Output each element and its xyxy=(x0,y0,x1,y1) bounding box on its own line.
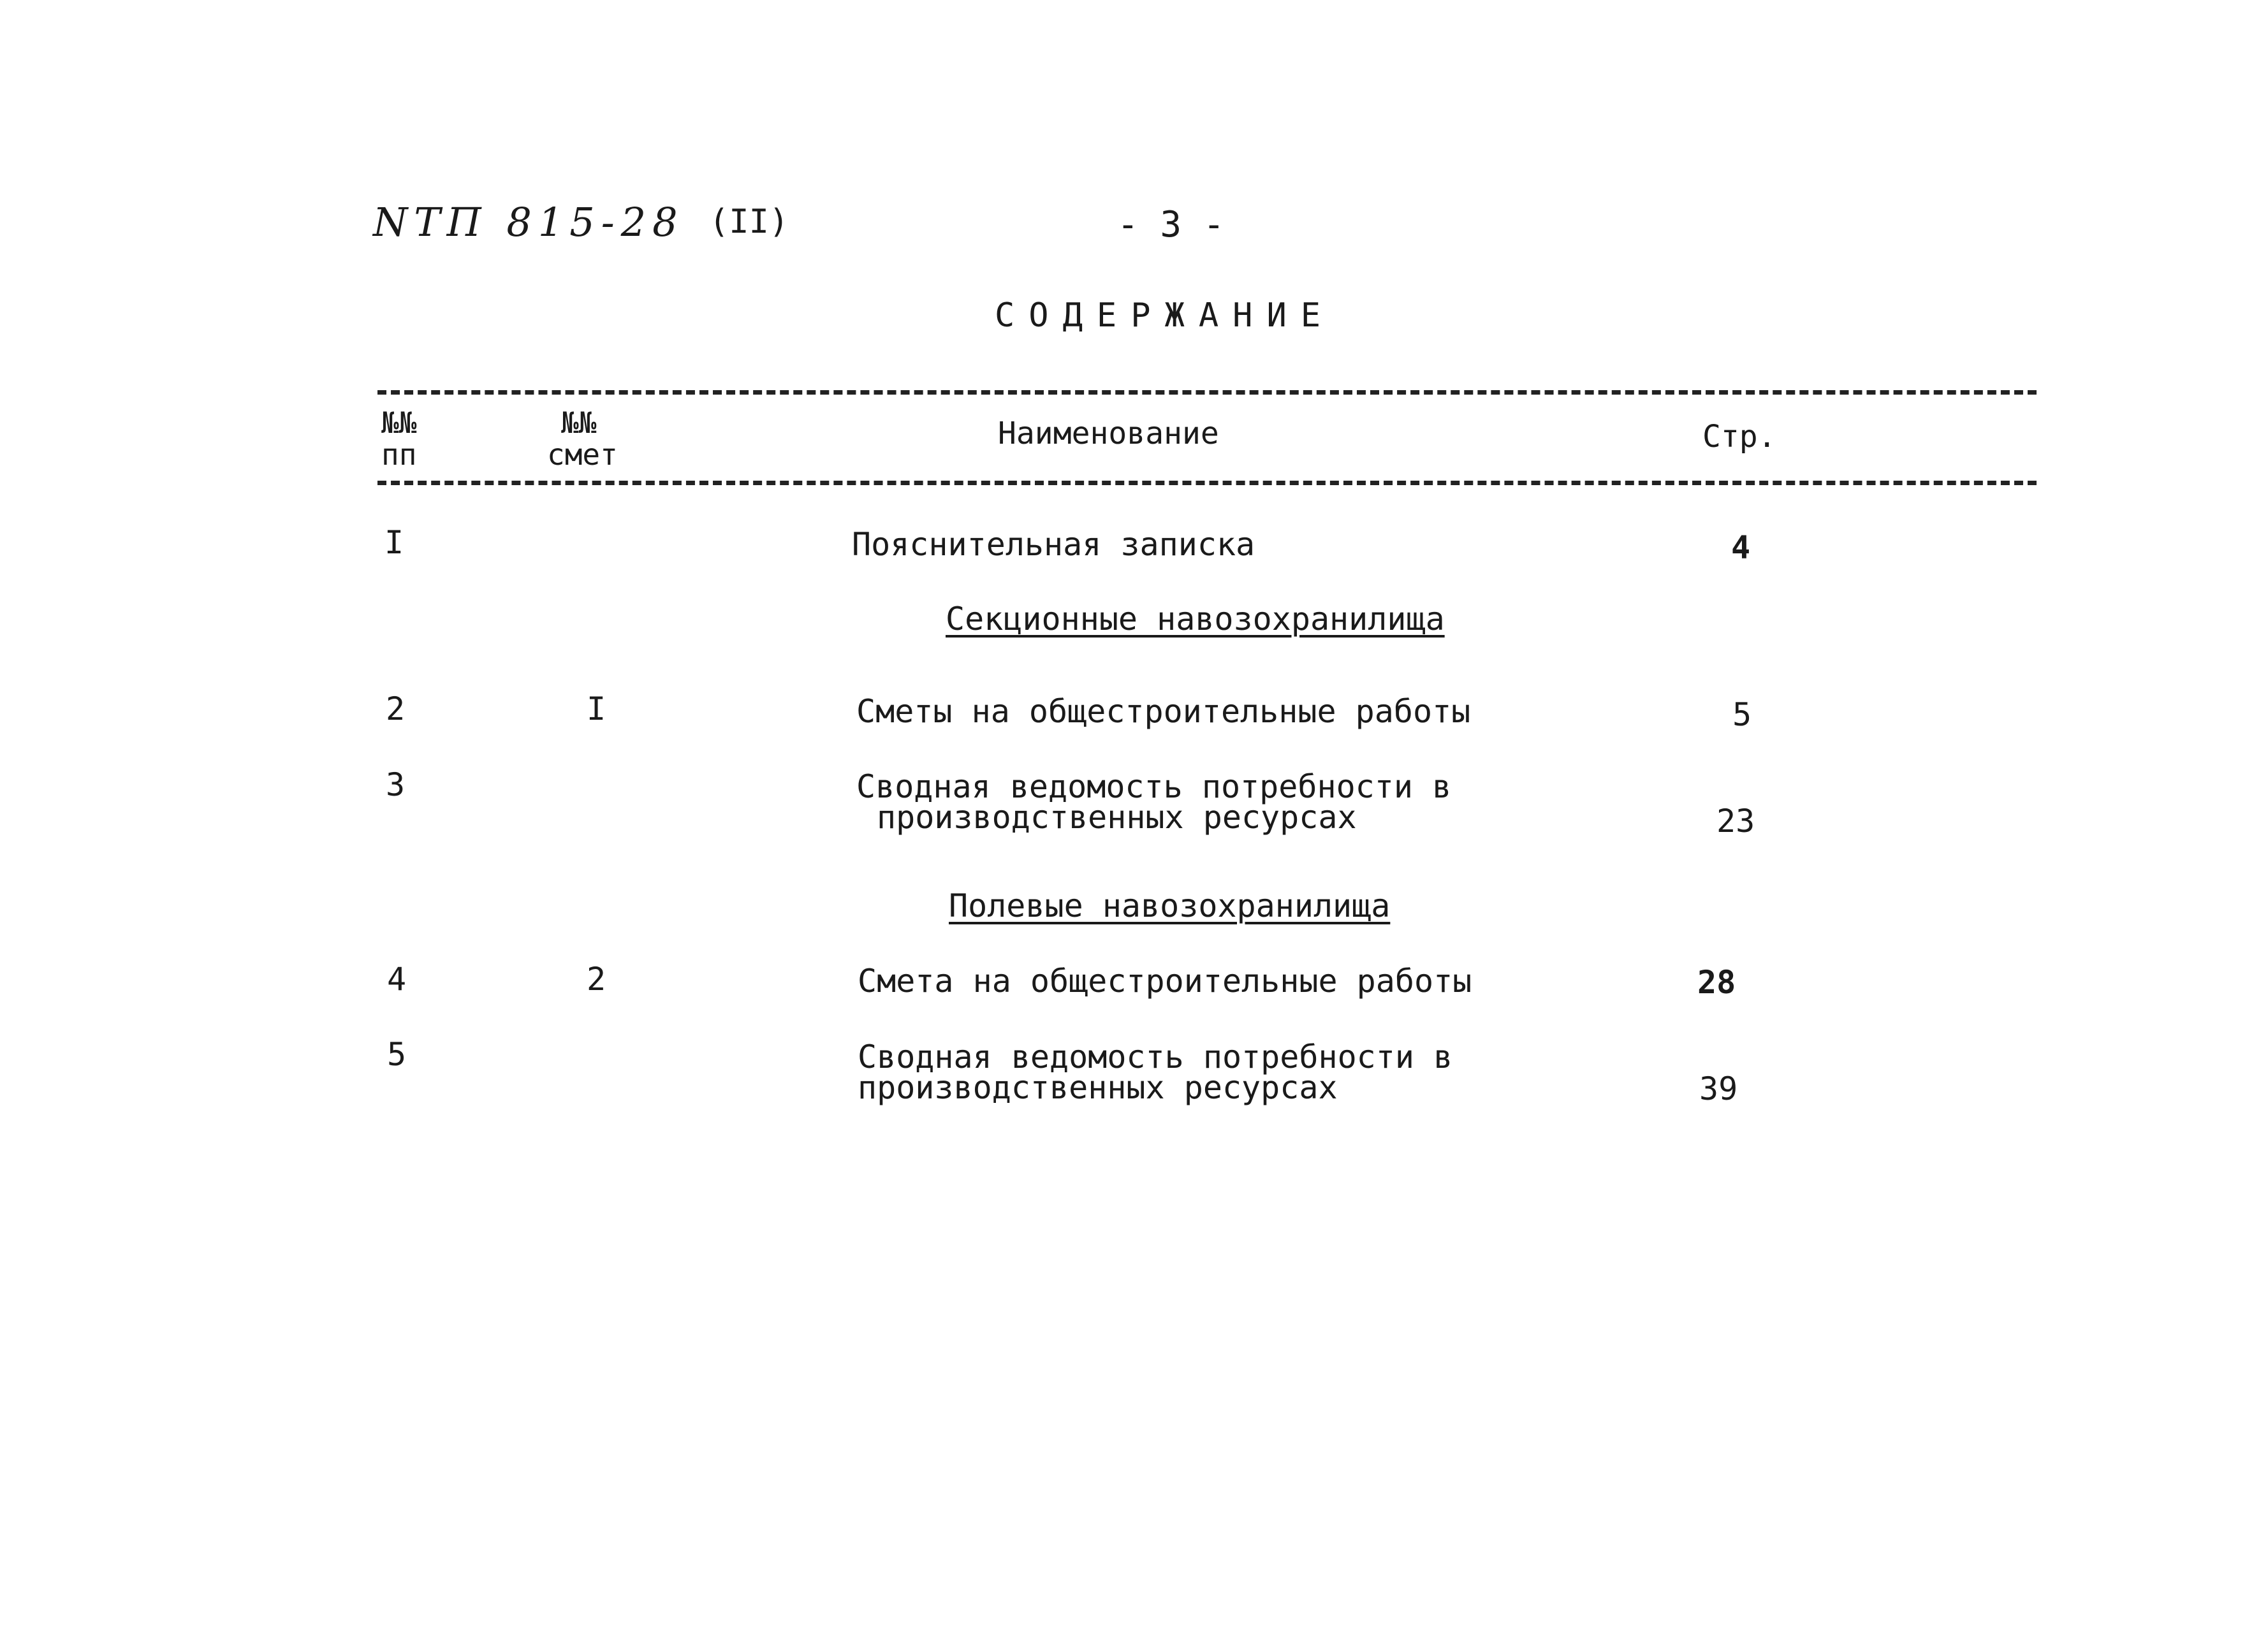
column-header-smet: №№ смет xyxy=(547,405,618,472)
row-3-pp: 3 xyxy=(386,766,406,803)
row-4-pp: 4 xyxy=(387,961,407,998)
column-header-pp: №№ пп xyxy=(381,405,417,472)
row-5-page: 39 xyxy=(1699,1070,1738,1107)
page-title: СОДЕРЖАНИЕ xyxy=(995,296,1335,335)
page-number: - 3 - xyxy=(1117,204,1225,245)
row-4-name: Смета на общестроительные работы xyxy=(858,963,1472,1000)
row-2-name: Сметы на общестроительные работы xyxy=(856,693,1471,730)
row-2-pp: 2 xyxy=(386,690,406,727)
document-code: NTП 815-28 xyxy=(373,199,684,245)
row-5-name: Сводная ведомость потребности в производственных ресурсах xyxy=(858,1038,1453,1106)
row-1-name: Пояснительная записка xyxy=(852,526,1255,563)
table-header-rule xyxy=(377,481,2037,485)
document-part: (II) xyxy=(709,203,789,241)
row-3-name: Сводная ведомость потребности в производственных ресурсах xyxy=(856,768,1452,836)
section-heading-field: Полевые навозохранилища xyxy=(949,887,1391,924)
column-header-page: Стр. xyxy=(1702,419,1776,455)
row-3-page: 23 xyxy=(1716,803,1755,840)
row-5-pp: 5 xyxy=(387,1036,407,1073)
row-2-smet: I xyxy=(587,690,606,727)
row-1-page: 4 xyxy=(1731,529,1751,566)
row-4-smet: 2 xyxy=(587,961,606,998)
row-4-page: 28 xyxy=(1697,964,1736,1001)
row-1-pp: I xyxy=(384,524,404,561)
table-top-rule xyxy=(377,390,2037,395)
section-heading-sectional: Секционные навозохранилища xyxy=(946,601,1445,638)
column-header-name: Наименование xyxy=(998,416,1219,451)
row-2-page: 5 xyxy=(1732,696,1752,733)
